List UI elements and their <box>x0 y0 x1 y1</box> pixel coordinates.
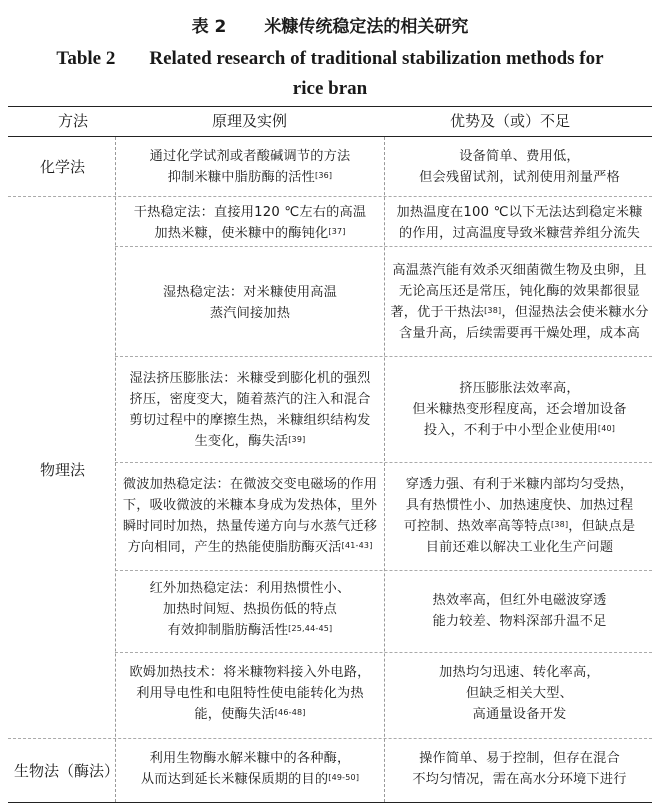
row-separator <box>8 738 652 739</box>
top-rule <box>8 106 652 107</box>
pros-cons-cell: 操作简单、易于控制，但存在混合 不均匀情况，需在高水分环境下进行 <box>412 751 627 787</box>
row-separator <box>115 652 652 653</box>
pros-cons-cell: 热效率高，但红外电磁波穿透 能力较差、物料深部升温不足 <box>432 593 607 629</box>
principle-cell: 湿热稳定法：对米糠使用高温 蒸汽间接加热 <box>162 285 338 321</box>
row-separator <box>115 356 652 357</box>
principle-cell: 通过化学试剂或者酸碱调节的方法 抑制米糠中脂肪酶的活性[36] <box>149 149 351 185</box>
column-divider-1 <box>115 137 116 802</box>
table-number-cn: 表 2 <box>191 17 227 37</box>
table-title-cn-text: 米糠传统稳定法的相关研究 <box>264 17 469 37</box>
table-title-en-line2: rice bran <box>292 78 368 99</box>
pros-cons-cell: 加热均匀迅速、转化率高， 但缺乏相关大型、 高通量设备开发 <box>439 665 600 722</box>
table-title-cn <box>0 12 660 37</box>
category-physical: 物理法 <box>40 461 86 479</box>
pros-cons-cell: 高温蒸汽能有效杀灭细菌微生物及虫卵，且 无论高压还是常压，钝化酶的效果都很显 著，优于干热法[38]，但湿热法会使米糠水分 含量升高，后续需要再干燥处理，成本高 <box>390 263 649 341</box>
table-title-en-line1: Related research of traditional stabilization methods for <box>149 48 604 69</box>
row-separator <box>115 246 652 247</box>
row-separator <box>115 462 652 463</box>
principle-cell: 干热稳定法：直接用120 ℃左右的高温 加热米糠，使米糠中的酶钝化[37] <box>133 205 367 241</box>
principle-cell: 湿法挤压膨胀法：米糠受到膨化机的强烈 挤压，密度变大，随着蒸汽的注入和混合 剪切过程中的摩擦生热，米糠组织结构发 生变化，酶失活[39] <box>129 371 371 449</box>
category-biological: 生物法（酶法） <box>14 762 120 780</box>
principle-cell: 微波加热稳定法：在微波交变电磁场的作用 下，吸收微波的米糠本身成为发热体，里外 瞬时同时加热，热量传递方向与水蒸气迁移 方向相同，产生的热能使脂肪酶灭活[41-43] <box>122 477 378 555</box>
pros-cons-cell: 挤压膨胀法效率高， 但米糠热变形程度高，还会增加设备 投入，不利于中小型企业使用[40] <box>412 381 627 438</box>
principle-cell: 利用生物酶水解米糠中的各种酶， 从而达到延长米糠保质期的目的[49-50] <box>140 751 360 787</box>
column-divider-2 <box>384 137 385 802</box>
row-separator <box>115 570 652 571</box>
principle-cell: 红外加热稳定法：利用热惯性小、 加热时间短、热损伤低的特点 有效抑制脂肪酶活性[25,44-45] <box>149 581 351 638</box>
category-chemical: 化学法 <box>40 158 86 176</box>
bottom-rule <box>8 802 652 803</box>
table-title-en <box>0 44 660 104</box>
principle-cell: 欧姆加热技术：将米糠物料接入外电路， 利用导电性和电阻特性使电能转化为热 能，使酶失活[46-48] <box>129 665 371 722</box>
row-separator <box>8 196 652 197</box>
header-pros-cons: 优势及（或）不足 <box>450 112 571 130</box>
header-principle: 原理及实例 <box>212 112 288 130</box>
header-method: 方法 <box>58 112 89 130</box>
pros-cons-cell: 加热温度在100 ℃以下无法达到稳定米糠 的作用，过高温度导致米糠营养组分流失 <box>396 205 643 241</box>
header-rule <box>8 136 652 137</box>
pros-cons-cell: 设备简单、费用低， 但会残留试剂，试剂使用剂量严格 <box>419 149 620 185</box>
pros-cons-cell: 穿透力强、有利于米糠内部均匀受热， 具有热惯性小、加热速度快、加热过程 可控制、热效率高等特点[38]，但缺点是 目前还难以解决工业化生产问题 <box>403 477 636 555</box>
table-number-en: Table 2 <box>56 48 116 69</box>
